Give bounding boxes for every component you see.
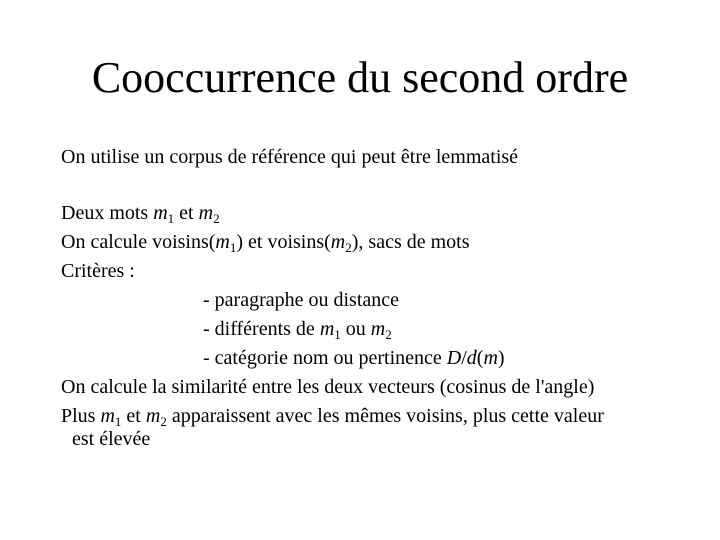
m-var: m bbox=[215, 231, 230, 253]
conclusion-suffix: apparaissent avec les mêmes voisins, plus cette valeur bbox=[166, 405, 604, 427]
and-text: et bbox=[174, 202, 199, 224]
conclusion-continuation: est élevée bbox=[72, 428, 151, 450]
subscript-1: 1 bbox=[334, 327, 341, 342]
m-var: m bbox=[145, 405, 161, 427]
m-var: m bbox=[198, 202, 214, 224]
conclusion-line bbox=[61, 404, 604, 428]
D-var: D bbox=[446, 347, 462, 369]
subscript-2: 2 bbox=[345, 240, 352, 255]
conclusion-prefix: Plus bbox=[61, 405, 101, 427]
subscript-2: 2 bbox=[160, 414, 167, 429]
close-paren: ) bbox=[497, 347, 505, 369]
m-var: m bbox=[153, 202, 168, 224]
criteria-item-2-prefix: - différents de bbox=[203, 318, 320, 340]
intro-line: On utilise un corpus de référence qui peut être lemmatisé bbox=[61, 146, 519, 168]
criteria-item-1: - paragraphe ou distance bbox=[203, 289, 400, 311]
m-var: m bbox=[370, 318, 386, 340]
or-text: ou bbox=[340, 318, 371, 340]
neighbors-prefix: On calcule voisins( bbox=[61, 231, 216, 253]
d-var: d bbox=[466, 347, 477, 369]
subscript-2: 2 bbox=[385, 327, 392, 342]
criteria-item-2 bbox=[203, 317, 392, 341]
slide-title: Cooccurrence du second ordre bbox=[91, 53, 629, 102]
subscript-1: 1 bbox=[114, 414, 122, 429]
subscript-1: 1 bbox=[167, 211, 175, 226]
subscript-2: 2 bbox=[213, 211, 220, 226]
m-var: m bbox=[100, 405, 115, 427]
words-line bbox=[61, 201, 220, 225]
neighbors-middle: ) et voisins( bbox=[236, 231, 331, 253]
neighbors-line bbox=[61, 230, 470, 254]
criteria-label: Critères : bbox=[61, 260, 135, 282]
criteria-item-3 bbox=[203, 346, 505, 370]
slash: / bbox=[461, 347, 467, 369]
similarity-line: On calcule la similarité entre les deux vecteurs (cosinus de l'angle) bbox=[61, 376, 595, 398]
words-prefix: Deux mots bbox=[61, 202, 154, 224]
and-text: et bbox=[121, 405, 146, 427]
open-paren: ( bbox=[476, 347, 484, 369]
m-var: m bbox=[330, 231, 346, 253]
neighbors-suffix: ), sacs de mots bbox=[351, 231, 470, 253]
subscript-1: 1 bbox=[229, 240, 237, 255]
m-var: m bbox=[319, 318, 335, 340]
criteria-item-3-prefix: - catégorie nom ou pertinence bbox=[203, 347, 447, 369]
m-var: m bbox=[483, 347, 498, 369]
